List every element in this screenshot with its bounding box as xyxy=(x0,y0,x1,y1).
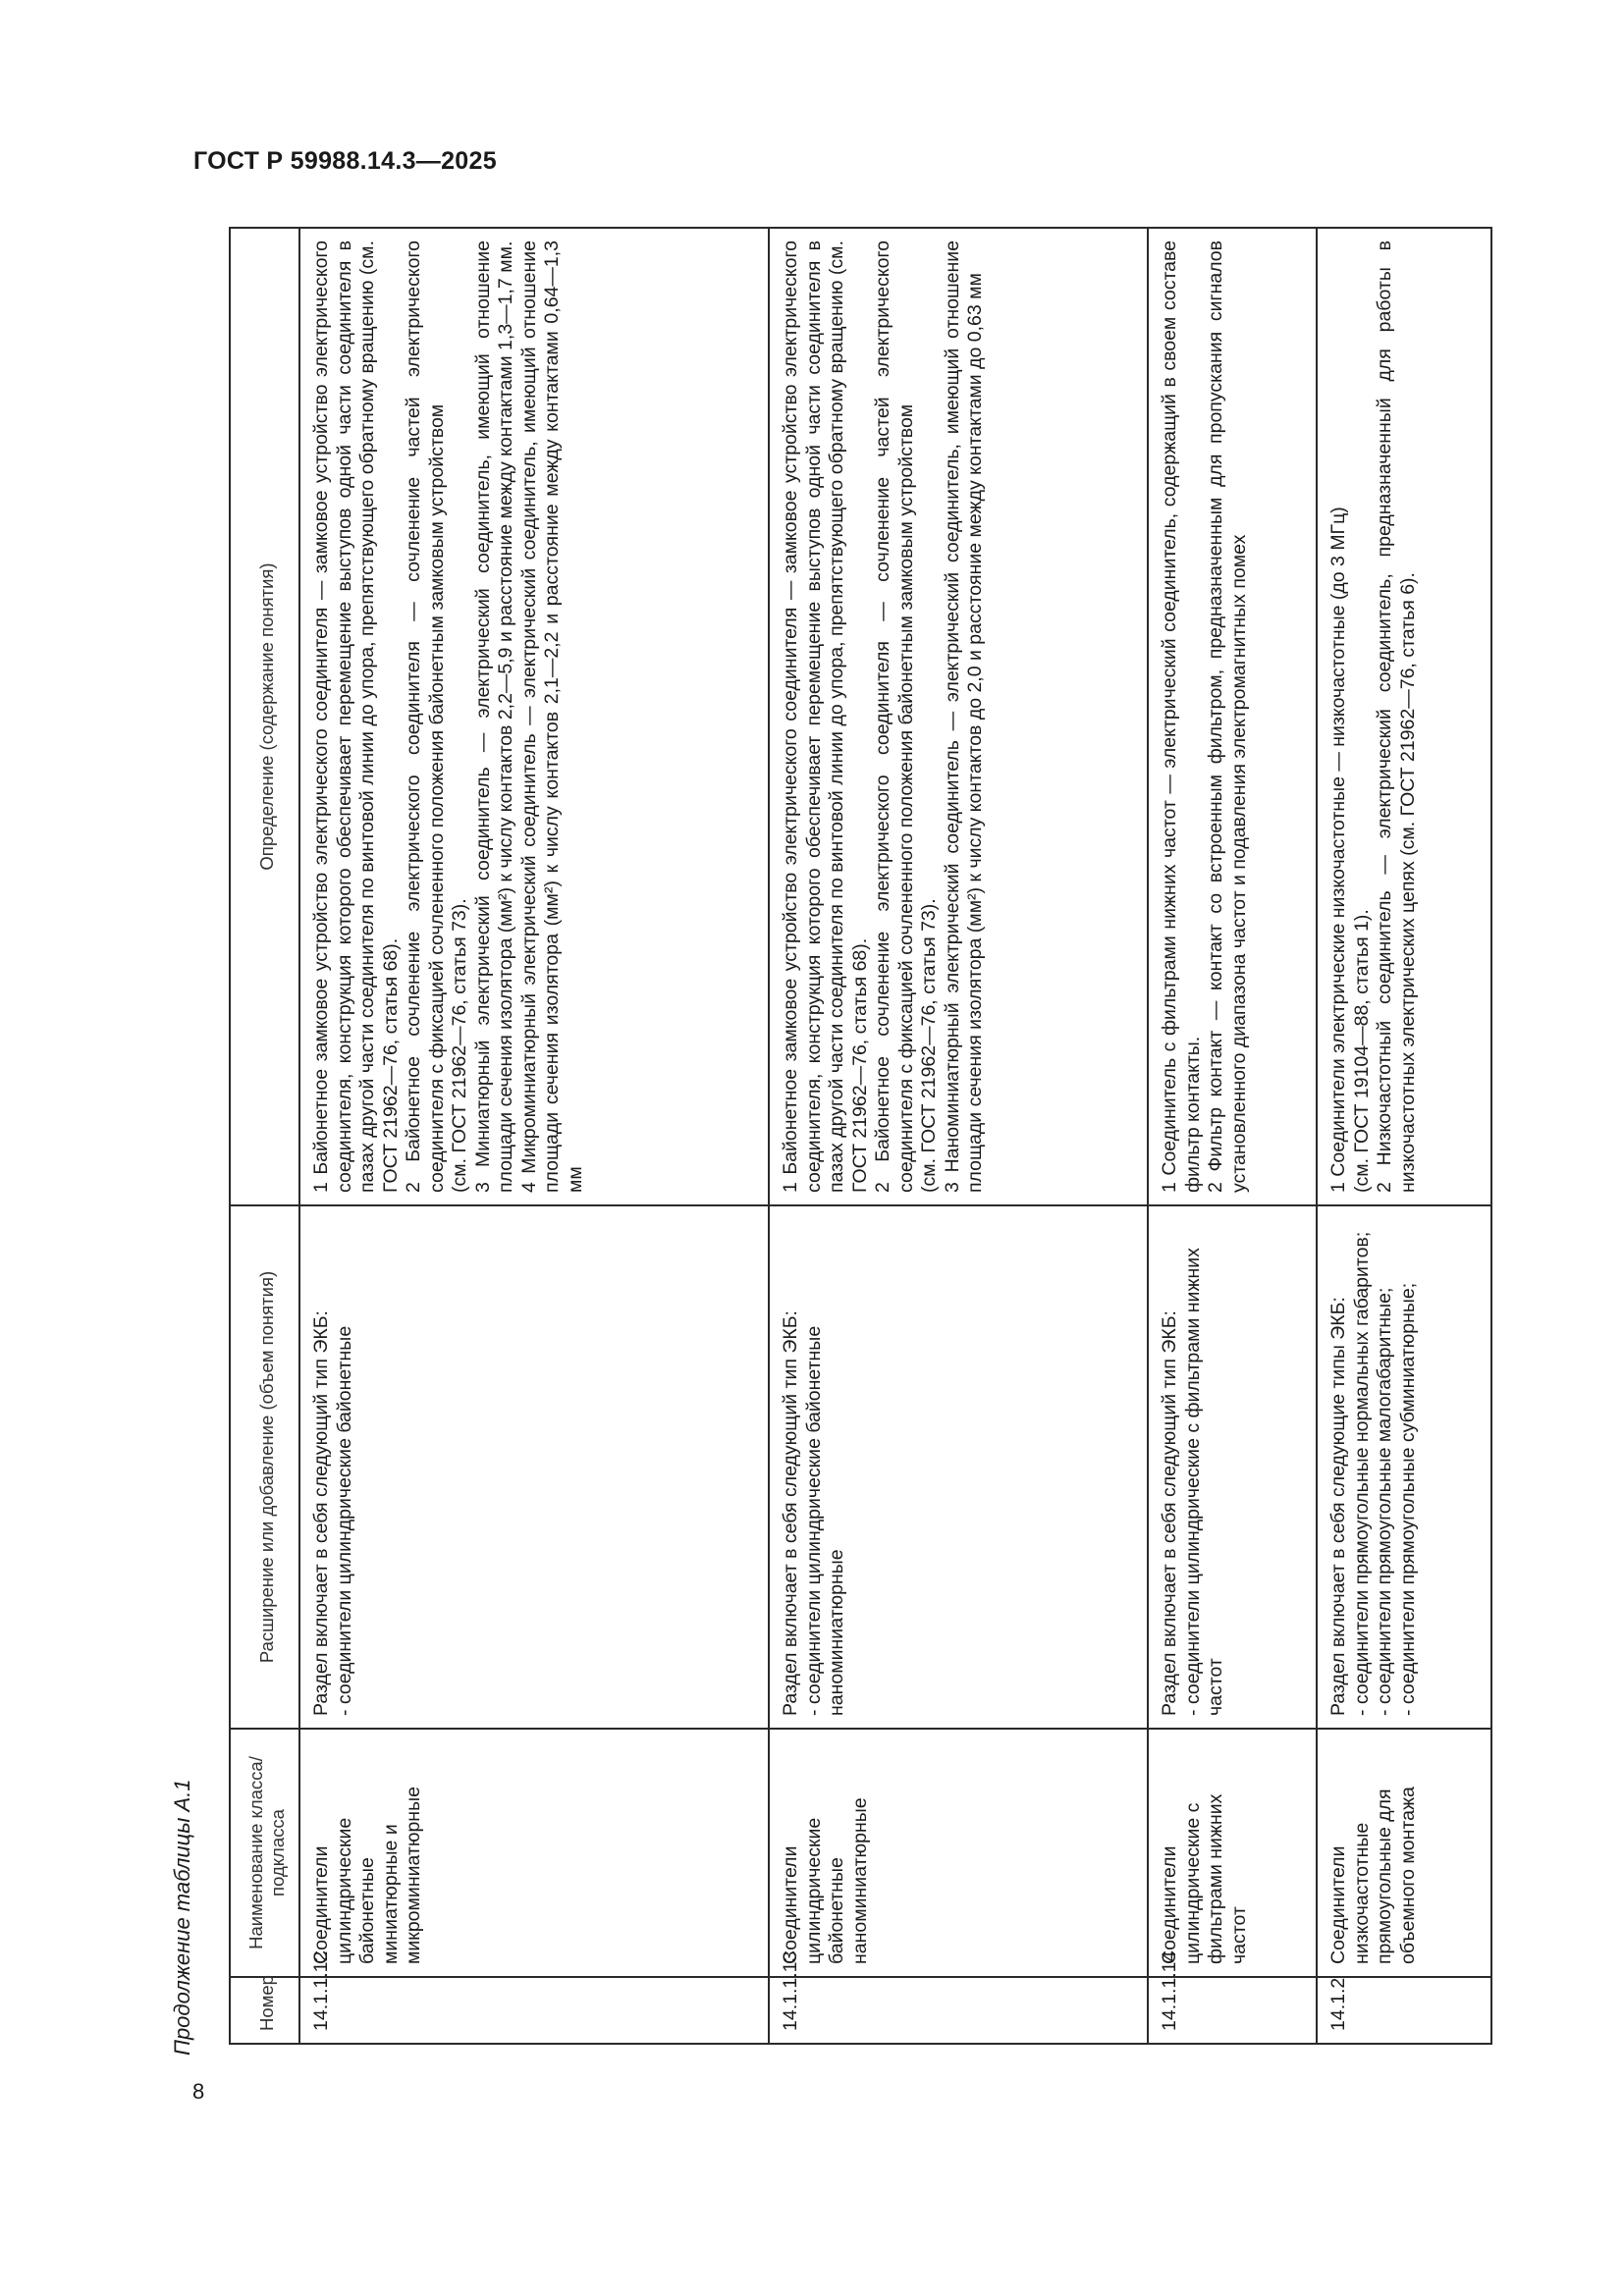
definition-line: 1 Байонетное замковое устройство электрического соединителя — замковое устройство электрического соединителя, конструкция которого обеспечивает перемещение выступов одной части соединителя в пазах другой части соединителя по винтовой линии до упора, препятствующего обратному вращению (см. ГОСТ 21962—76, статья 68). xyxy=(310,240,402,1193)
row-definition xyxy=(769,228,1148,1205)
table-row xyxy=(1148,228,1317,2044)
definition-line: 1 Соединитель с фильтрами нижних частот — электрический соединитель, содержащий в своем составе фильтр контакты. xyxy=(1159,240,1204,1193)
table-header-row xyxy=(230,228,299,2044)
row-definition xyxy=(1148,228,1317,1205)
table-row xyxy=(769,228,1148,2044)
scope-line: - соединители прямоугольные субминиатюрные; xyxy=(1396,1282,1419,1716)
classification-table xyxy=(229,227,1492,2045)
table-row xyxy=(1317,228,1491,2044)
row-number: 14.1.1.12 xyxy=(299,1977,769,2044)
row-definition xyxy=(1317,228,1491,1205)
scope-line: - соединители цилиндрические с фильтрами нижних частот xyxy=(1181,1248,1226,1716)
scope-line: Раздел включает в себя следующий тип ЭКБ: xyxy=(780,1310,801,1716)
row-scope xyxy=(769,1205,1148,1729)
definition-line: (см. ГОСТ 21962—76, статья 73). xyxy=(918,898,940,1193)
row-number: 14.1.2 xyxy=(1317,1977,1491,2044)
row-scope xyxy=(299,1205,769,1729)
table-caption: Продолжение таблицы А.1 xyxy=(170,1779,194,2056)
definition-line: 4 Микроминиатюрный электрический соединитель — электрический соединитель, имеющий отношение площади сечения изолятора (мм²) к числу контактов 2,1—2,2 и расстояние между контактами 0,64—1,3 мм xyxy=(517,240,586,1193)
row-class-name: Соединители цилиндрические с фильтрами нижних частот xyxy=(1148,1729,1317,1977)
definition-line: 3 Наноминиатюрный электрический соединитель — электрический соединитель, имеющий отношение площади сечения изолятора (мм²) к числу контактов до 2,0 и расстояние между контактами до 0,63 мм xyxy=(941,240,986,1193)
definition-line: 2 Низкочастотный соединитель — электрический соединитель, предназначенный для работы в низкочастотных электрических цепях (см. ГОСТ 21962—76, статья 6). xyxy=(1374,240,1419,1193)
row-number: 14.1.1.13 xyxy=(769,1977,1148,2044)
scope-line: - соединители цилиндрические байонетные xyxy=(333,1325,355,1716)
definition-line: 1 Соединители электрические низкочастотные — низкочастотные (до 3 МГц) xyxy=(1327,507,1349,1193)
definition-line: (см. ГОСТ 21962—76, статья 73). xyxy=(449,898,470,1193)
column-header-definition: Определение (содержание понятия) xyxy=(230,228,299,1205)
row-scope xyxy=(1148,1205,1317,1729)
definition-line: 3 Миниатюрный электрический соединитель — электрический соединитель, имеющий отношение площади сечения изолятора (мм²) к числу контактов 2,2—5,9 и расстояние между контактами 1,3—1,7 мм. xyxy=(471,240,516,1193)
row-class-name: Соединители цилиндрические байонетные наноминиатюрные xyxy=(769,1729,1148,1977)
scope-line: Раздел включает в себя следующие типы ЭКБ: xyxy=(1327,1297,1349,1716)
scope-line: - соединители прямоугольные нормальных габаритов; xyxy=(1350,1231,1373,1716)
table-row xyxy=(299,228,769,2044)
definition-line: (см. ГОСТ 19104—88, статья 1). xyxy=(1350,909,1373,1193)
scope-line: Раздел включает в себя следующий тип ЭКБ: xyxy=(1159,1310,1180,1716)
row-scope xyxy=(1317,1205,1491,1729)
definition-line: 2 Фильтр контакт — контакт со встроенным фильтром, предназначенным для пропускания сигналов установленного диапазона частот и подавления электромагнитных помех xyxy=(1205,240,1250,1193)
row-class-name: Соединители низкочастотные прямоугольные для объемного монтажа xyxy=(1317,1729,1491,1977)
column-header-name: Наименование класса/подкласса xyxy=(230,1729,299,1977)
column-header-number: Номер xyxy=(230,1977,299,2044)
scope-line: - соединители цилиндрические байонетные наноминиатюрные xyxy=(802,1325,847,1716)
row-class-name: Соединители цилиндрические байонетные миниатюрные и микроминиатюрные xyxy=(299,1729,769,1977)
row-number: 14.1.1.14 xyxy=(1148,1977,1317,2044)
scope-line: Раздел включает в себя следующий тип ЭКБ: xyxy=(310,1310,332,1716)
definition-line: 2 Байонетное сочленение электрического соединителя — сочленение частей электрического соединителя с фиксацией сочлененного положения байонетным замковым устройством xyxy=(872,240,917,1193)
definition-line: 2 Байонетное сочленение электрического соединителя — сочленение частей электрического соединителя с фиксацией сочлененного положения байонетным замковым устройством xyxy=(403,240,448,1193)
scope-line: - соединители прямоугольные малогабаритные; xyxy=(1374,1287,1395,1716)
page-number: 8 xyxy=(192,2079,205,2104)
definition-line: 1 Байонетное замковое устройство электрического соединителя — замковое устройство электрического соединителя, конструкция которого обеспечивает перемещение выступов одной части соединителя в пазах другой части соединителя по винтовой линии до упора, препятствующего обратному вращению (см. ГОСТ 21962—76, статья 68). xyxy=(780,240,871,1193)
row-definition xyxy=(299,228,769,1205)
column-header-scope: Расширение или добавление (объем понятия) xyxy=(230,1205,299,1729)
document-header: ГОСТ Р 59988.14.3—2025 xyxy=(193,147,497,175)
rotated-table-container xyxy=(229,229,1490,2045)
